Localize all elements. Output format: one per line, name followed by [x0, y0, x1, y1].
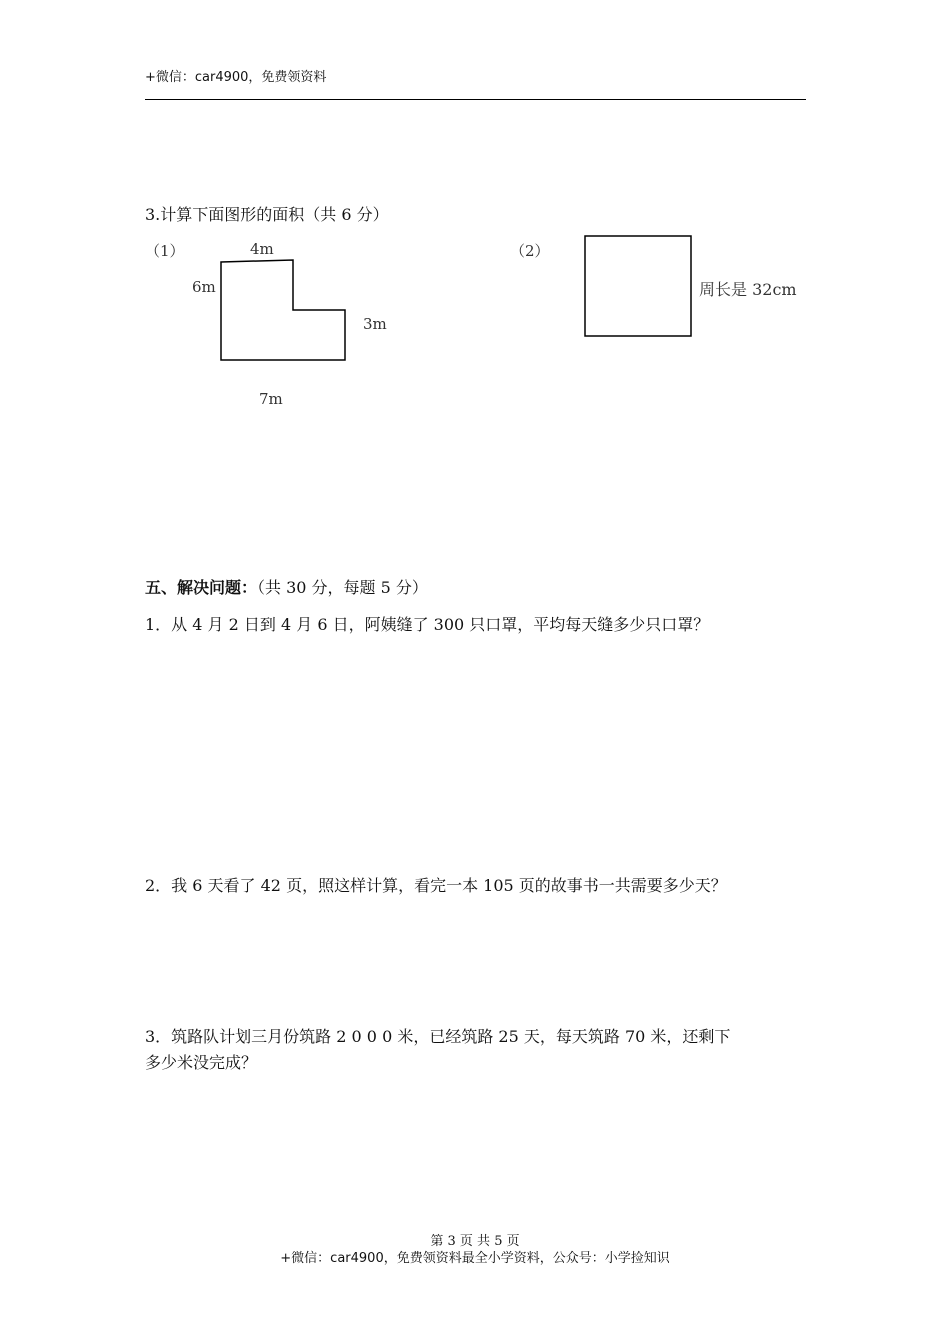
footer-wechat-text: +微信：car4900，免费领资料最全小学资料，公众号：小学捡知识	[280, 1251, 670, 1266]
l-shape-figure	[221, 260, 345, 360]
figure1-top-dimension: 4m	[250, 240, 274, 258]
figure1-left-dimension: 6m	[192, 278, 216, 296]
figure2-perimeter-text: 周长是 32cm	[699, 280, 797, 299]
question-3-line2: 多少米没完成？	[145, 1053, 258, 1072]
question-3-line1: 3．筑路队计划三月份筑路 2 0 0 0 米，已经筑路 25 天，每天筑路 70 米，还剩下	[145, 1027, 731, 1046]
section5-subtitle: （共 30 分，每题 5 分）	[257, 578, 428, 597]
area-question-title: 3.计算下面图形的面积（共 6 分）	[145, 205, 389, 224]
question-1: 1．从 4 月 2 日到 4 月 6 日，阿姨缝了 300 只口罩，平均每天缝多少只口罩？	[145, 615, 710, 634]
figure1-right-dimension: 3m	[363, 315, 387, 333]
section5-heading	[145, 575, 428, 598]
question-2: 2．我 6 天看了 42 页，照这样计算，看完一本 105 页的故事书一共需要多少天？	[145, 876, 727, 895]
header-wechat-text: +微信：car4900，免费领资料	[145, 70, 327, 85]
section5-title: 五、解决问题：	[145, 578, 258, 597]
square-figure	[585, 236, 691, 336]
figure1-label: （1）	[145, 242, 185, 260]
figure2-label: （2）	[510, 242, 550, 260]
figure1-bottom-dimension: 7m	[259, 390, 283, 408]
footer-page-number: 第 3 页 共 5 页	[430, 1234, 520, 1249]
